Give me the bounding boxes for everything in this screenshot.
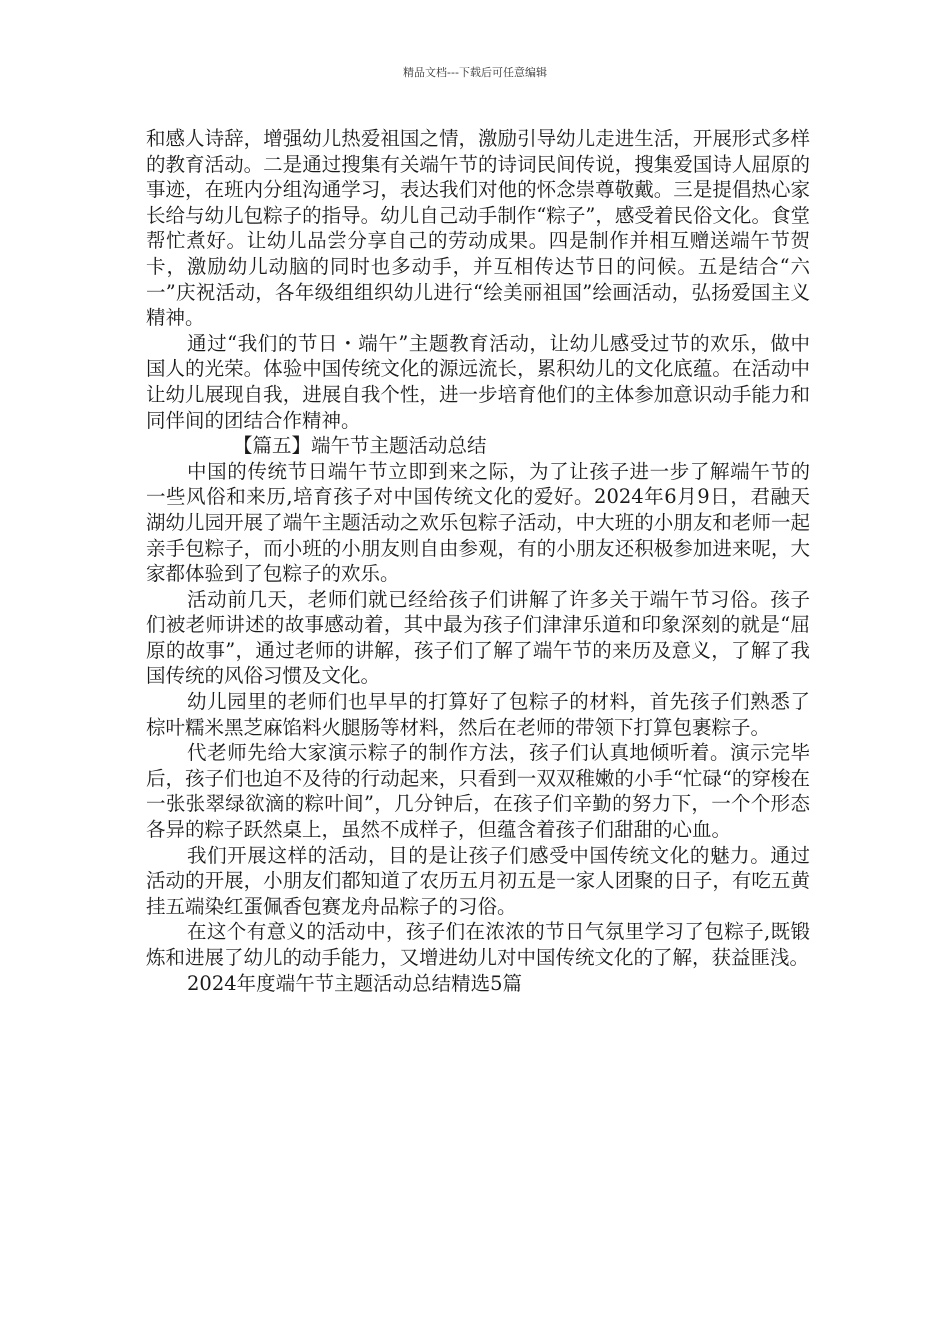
paragraph: 我们开展这样的活动，目的是让孩子们感受中国传统文化的魅力。通过活动的开展，小朋友们都知道了农历五月初五是一家人团聚的日子，有吃五黄挂五端染红蛋佩香包赛龙舟品粽子的习俗。 bbox=[146, 843, 810, 918]
document-footer-title: 2024年度端午节主题活动总结精选5篇 bbox=[187, 971, 523, 995]
section-heading: 【篇五】端午节主题活动总结 bbox=[233, 434, 487, 458]
page-header: 精品文档---下载后可任意编辑 bbox=[403, 66, 547, 79]
paragraph: 中国的传统节日端午节立即到来之际，为了让孩子进一步了解端午节的一些风俗和来历,培育孩子对中国传统文化的爱好。2024年6月9日，君融天湖幼儿园开展了端午主题活动之欢乐包粽子活动，中大班的小朋友和老师一起亲手包粽子，而小班的小朋友则自由参观，有的小朋友还积极参加进来呢，大家都体验到了包粽子的欢乐。 bbox=[146, 459, 810, 586]
paragraph-continued: 和感人诗辞，增强幼儿热爱祖国之情，激励引导幼儿走进生活，开展形式多样的教育活动。二是通过搜集有关端午节的诗词民间传说，搜集爱国诗人屈原的事迹，在班内分组沟通学习，表达我们对他的怀念崇尊敬戴。三是提倡热心家长给与幼儿包粽子的指导。幼儿自己动手制作“粽子”，感受着民俗文化。食堂帮忙煮好。让幼儿品尝分享自己的劳动成果。四是制作并相互赠送端午节贺卡，激励幼儿动脑的同时也多动手，并互相传达节日的问候。五是结合“六一”庆祝活动，各年级组组织幼儿进行“绘美丽祖国”绘画活动，弘扬爱国主义精神。 bbox=[146, 127, 810, 330]
paragraph: 通过“我们的节日・端午”主题教育活动，让幼儿感受过节的欢乐，做中国人的光荣。体验中国传统文化的源远流长，累积幼儿的文化底蕴。在活动中让幼儿展现自我，进展自我个性，进一步培育他们的主体参加意识动手能力和同伴间的团结合作精神。 bbox=[146, 331, 810, 432]
document-body bbox=[146, 126, 810, 996]
paragraph: 代老师先给大家演示粽子的制作方法，孩子们认真地倾听着。演示完毕后，孩子们也迫不及待的行动起来，只看到一双双稚嫩的小手“忙碌“的穿梭在一张张翠绿欲滴的粽叶间”，几分钟后，在孩子们辛勤的努力下，一个个形态各异的粽子跃然桌上，虽然不成样子，但蕴含着孩子们甜甜的心血。 bbox=[146, 741, 810, 842]
paragraph: 活动前几天，老师们就已经给孩子们讲解了许多关于端午节习俗。孩子们被老师讲述的故事感动着，其中最为孩子们津津乐道和印象深刻的就是“屈原的故事”，通过老师的讲解，孩子们了解了端午节的来历及意义，了解了我国传统的风俗习惯及文化。 bbox=[146, 587, 810, 688]
paragraph: 在这个有意义的活动中，孩子们在浓浓的节日气氛里学习了包粽子,既锻炼和进展了幼儿的动手能力，又增进幼儿对中国传统文化的了解，获益匪浅。 bbox=[146, 920, 810, 969]
paragraph: 幼儿园里的老师们也早早的打算好了包粽子的材料，首先孩子们熟悉了棕叶糯米黑芝麻馅料火腿肠等材料，然后在老师的带领下打算包裹粽子。 bbox=[146, 690, 810, 739]
